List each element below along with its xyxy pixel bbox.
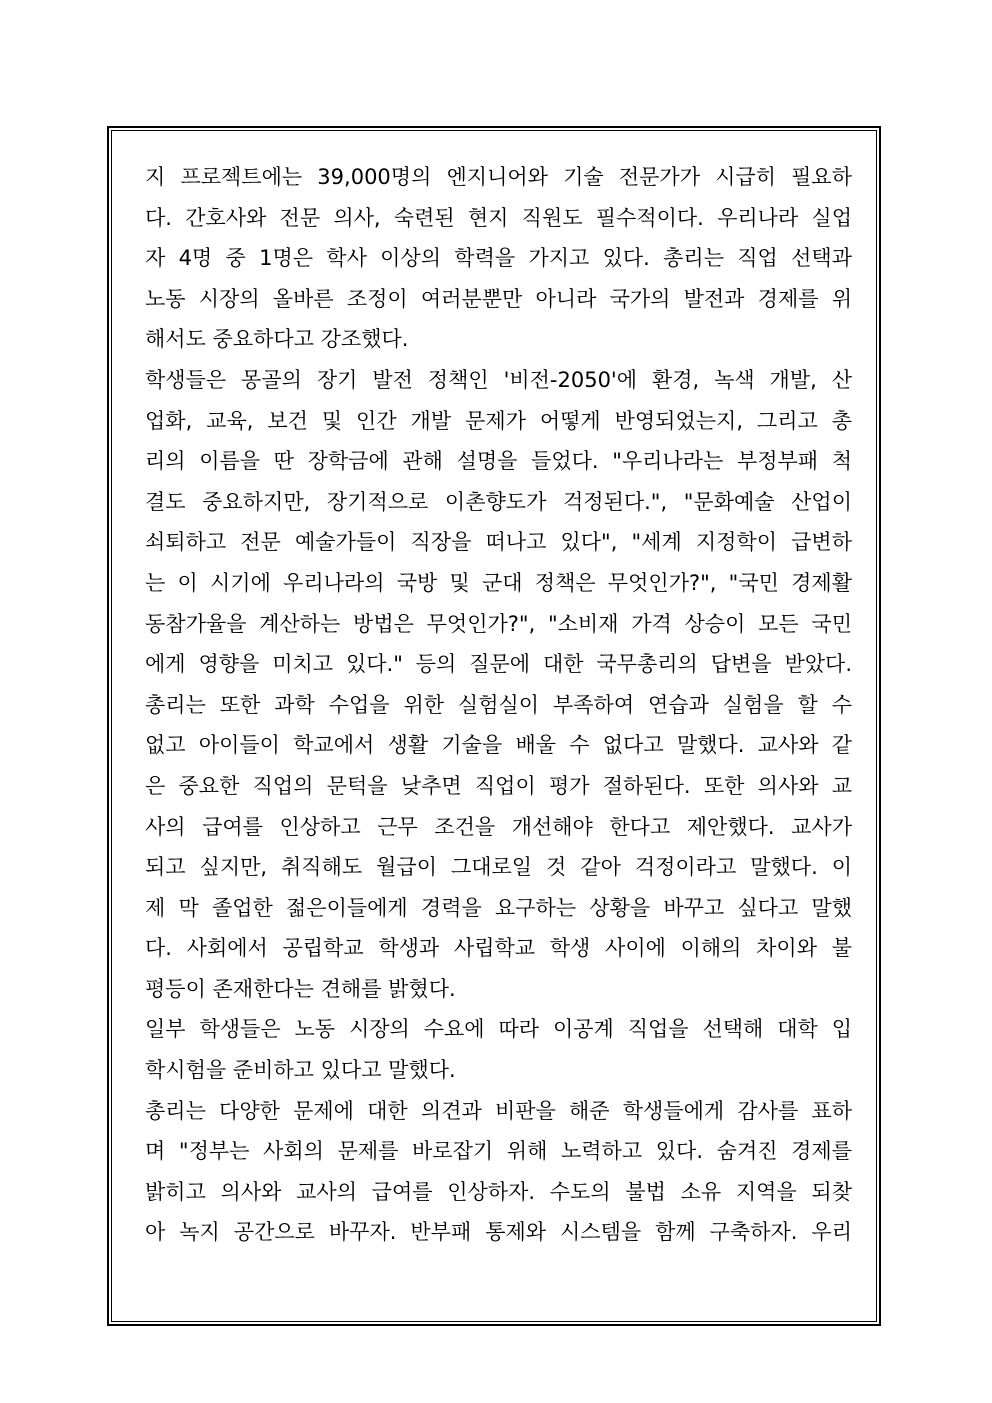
text-line: 는 이 시기에 우리나라의 국방 및 군대 정책은 무엇인가?", "국민 경제활 [145,570,852,595]
text-line: 총리는 다양한 문제에 대한 의견과 비판을 해준 학생들에게 감사를 표하 [145,1098,852,1123]
text-line: 결도 중요하지만, 장기적으로 이촌향도가 걱정된다.", "문화예술 산업이 [145,489,852,514]
document-body [145,157,852,1253]
text-line: 해서도 중요하다고 강조했다. [145,327,409,352]
text-line: 은 중요한 직업의 문턱을 낮추면 직업이 평가 절하된다. 또한 의사와 교 [145,773,852,798]
text-line: 자 4명 중 1명은 학사 이상의 학력을 가지고 있다. 총리는 직업 선택과 [145,246,852,271]
text-line: 평등이 존재한다는 견해를 밝혔다. [145,976,456,1001]
text-line: 업화, 교육, 보건 및 인간 개발 문제가 어떻게 반영되었는지, 그리고 총 [145,408,852,433]
text-line: 학생들은 몽골의 장기 발전 정책인 '비전-2050'에 환경, 녹색 개발, 산 [145,367,852,392]
text-line: 지 프로젝트에는 39,000명의 엔지니어와 기술 전문가가 시급히 필요하 [145,165,852,189]
text-line: 노동 시장의 올바른 조정이 여러분뿐만 아니라 국가의 발전과 경제를 위 [145,286,852,311]
text-line: 제 막 졸업한 젊은이들에게 경력을 요구하는 상황을 바꾸고 싶다고 말했 [145,895,852,920]
text-line: 쇠퇴하고 전문 예술가들이 직장을 떠나고 있다", "세계 지정학이 급변하 [145,530,852,555]
text-line: 에게 영향을 미치고 있다." 등의 질문에 대한 국무총리의 답변을 받았다. [145,652,852,677]
text-line: 며 "정부는 사회의 문제를 바로잡기 위해 노력하고 있다. 숨겨진 경제를 [145,1139,852,1164]
text-line: 리의 이름을 딴 장학금에 관해 설명을 들었다. "우리나라는 부정부패 척 [145,449,852,474]
text-line: 다. 사회에서 공립학교 학생과 사립학교 학생 사이에 이해의 차이와 불 [145,936,852,961]
text-line: 다. 간호사와 전문 의사, 숙련된 현지 직원도 필수적이다. 우리나라 실업 [145,205,852,230]
text-line: 학시험을 준비하고 있다고 말했다. [145,1058,456,1083]
text-line: 사의 급여를 인상하고 근무 조건을 개선해야 한다고 제안했다. 교사가 [145,814,852,839]
text-line: 없고 아이들이 학교에서 생활 기술을 배울 수 없다고 말했다. 교사와 같 [145,733,852,758]
text-line: 밝히고 의사와 교사의 급여를 인상하자. 수도의 불법 소유 지역을 되찾 [145,1179,852,1204]
text-line: 동참가율을 계산하는 방법은 무엇인가?", "소비재 가격 상승이 모든 국민 [145,611,852,636]
text-line: 아 녹지 공간으로 바꾸자. 반부패 통제와 시스템을 함께 구축하자. 우리 [145,1220,852,1245]
text-line: 되고 싶지만, 취직해도 월급이 그대로일 것 같아 걱정이라고 말했다. 이 [145,855,852,880]
text-line: 일부 학생들은 노동 시장의 수요에 따라 이공계 직업을 선택해 대학 입 [145,1017,852,1042]
text-line: 총리는 또한 과학 수업을 위한 실험실이 부족하여 연습과 실험을 할 수 [145,692,852,717]
